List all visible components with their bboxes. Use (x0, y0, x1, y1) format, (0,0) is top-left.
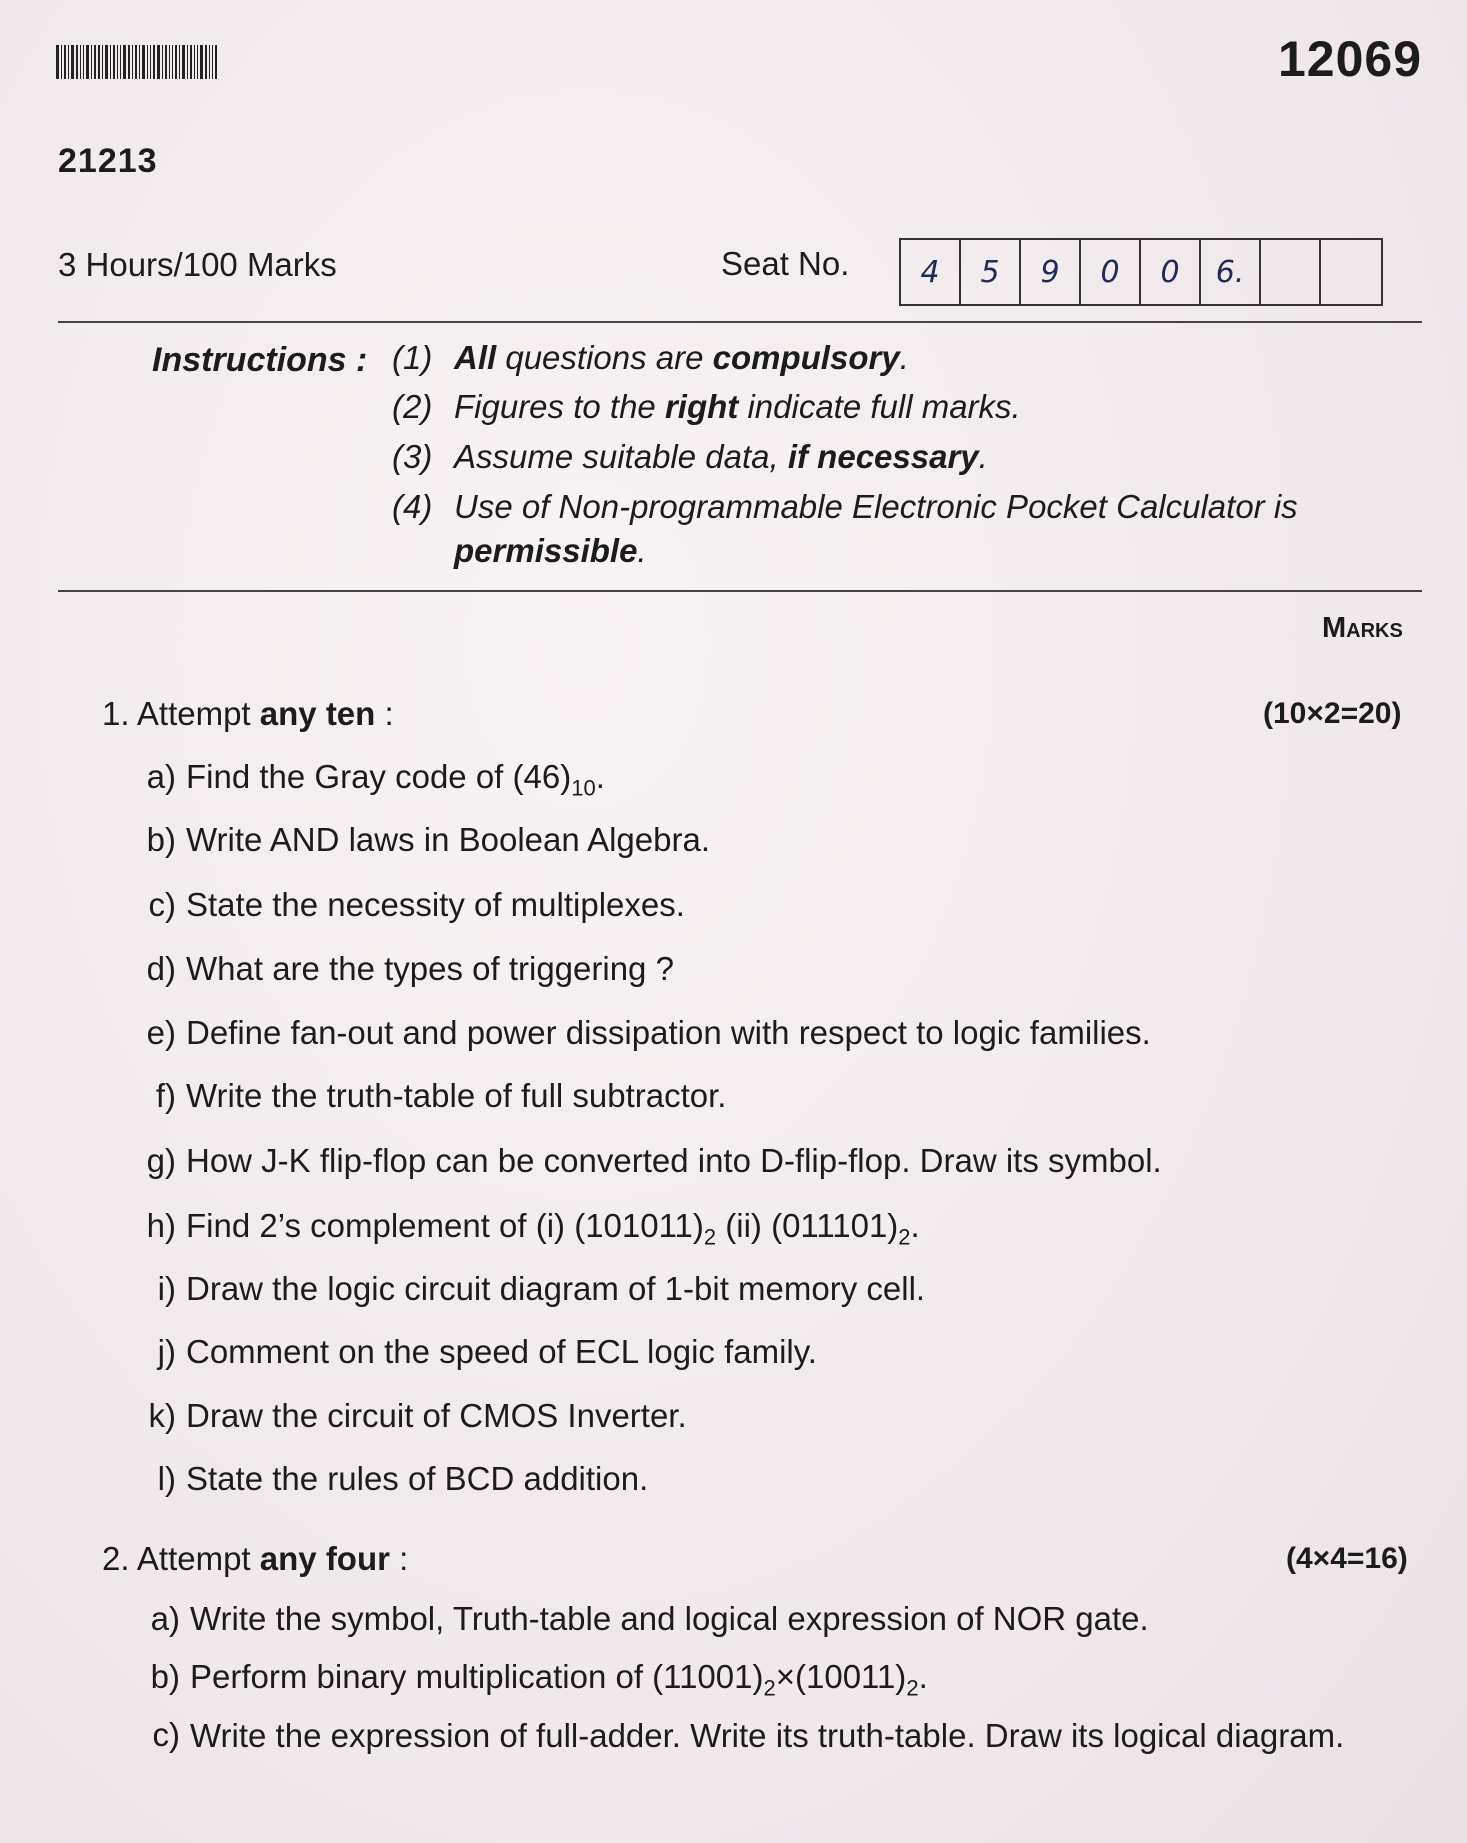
instruction-number: (2) (392, 388, 433, 425)
seat-digit: 9 (1021, 240, 1081, 304)
instruction-text: compulsory (712, 339, 900, 376)
barcode-stripe (205, 45, 207, 79)
barcode-stripe (197, 45, 198, 79)
item-text: . (918, 1658, 928, 1695)
barcode-stripe (83, 45, 84, 79)
barcode-stripe (135, 45, 137, 79)
seat-number-boxes (899, 238, 1383, 306)
instruction-text: right (664, 388, 739, 425)
question-item (128, 758, 605, 802)
item-label: b) (150, 1658, 180, 1695)
barcode-stripe (165, 45, 167, 79)
barcode-stripe (76, 45, 78, 79)
item-text: Find the Gray code of (46) (186, 758, 572, 795)
barcode-stripe (128, 45, 130, 79)
marks-heading: Marks (1322, 612, 1403, 644)
item-text: . (910, 1207, 920, 1244)
item-label: l) (157, 1460, 176, 1497)
instruction-item (392, 336, 1394, 380)
barcode-stripe (110, 45, 111, 79)
question-emphasis: any four (259, 1540, 390, 1577)
duration-marks: 3 Hours/100 Marks (58, 246, 337, 283)
seat-label: Seat No. (721, 245, 850, 282)
barcode-stripe (215, 45, 217, 79)
barcode-stripe (179, 45, 180, 79)
item-text: Write the expression of full-adder. Write its truth-table. Draw its logical diagram. (190, 1717, 1345, 1754)
item-label: g) (146, 1142, 176, 1179)
instruction-number: (3) (392, 438, 433, 475)
item-label: j) (157, 1333, 176, 1370)
subject-code: 21213 (58, 142, 158, 180)
question-2-title (102, 1540, 408, 1578)
question-item (128, 950, 674, 988)
item-label: a) (150, 1600, 180, 1637)
question-item (128, 1142, 1162, 1180)
item-label: a) (146, 758, 176, 795)
instruction-text: indicate full marks. (738, 388, 1021, 425)
instruction-text: . (899, 339, 909, 376)
instructions-heading: Instructions : (152, 341, 368, 379)
barcode-stripe (200, 45, 203, 79)
question-item (128, 886, 685, 924)
barcode-stripe (120, 45, 121, 79)
barcode-stripe (150, 45, 151, 79)
instruction-number: (4) (392, 488, 433, 525)
barcode-stripe (123, 45, 126, 79)
barcode-stripe (80, 45, 81, 79)
item-text: Write the truth-table of full subtractor. (186, 1077, 727, 1114)
barcode-stripe (157, 45, 160, 79)
question-emphasis: any ten (259, 695, 376, 732)
seat-digit (1261, 240, 1321, 304)
item-text: (ii) (011101) (716, 1207, 899, 1244)
barcode-stripe (105, 45, 108, 79)
item-text: How J-K flip-flop can be converted into D-flip-flop. Draw its symbol. (186, 1142, 1162, 1179)
item-subscript: 2 (898, 1224, 911, 1250)
seat-digit: 6. (1201, 240, 1261, 304)
item-label: i) (157, 1270, 176, 1307)
instruction-item (392, 385, 1394, 429)
item-label: b) (146, 821, 176, 858)
seat-digit: 0 (1141, 240, 1201, 304)
seat-digit: 5 (961, 240, 1021, 304)
barcode-stripe (175, 45, 177, 79)
question-item (132, 1716, 1360, 1756)
question-item (128, 1270, 925, 1308)
barcode-stripe (182, 45, 185, 79)
item-label: h) (146, 1207, 176, 1244)
question-item (128, 1207, 920, 1251)
question-number: 2. (102, 1540, 130, 1577)
seat-digit (1321, 240, 1381, 304)
barcode-stripe (190, 45, 192, 79)
instruction-item (392, 485, 1394, 573)
item-subscript: 2 (906, 1675, 919, 1701)
question-suffix: : (389, 1540, 409, 1577)
barcode-stripe (132, 45, 133, 79)
question-item (128, 1397, 687, 1435)
barcode-stripe (142, 45, 145, 79)
barcode-stripe (194, 45, 195, 79)
question-item (132, 1658, 928, 1702)
item-text: Write the symbol, Truth-table and logical expression of NOR gate. (190, 1600, 1149, 1637)
barcode-stripe (187, 45, 188, 79)
item-text: State the necessity of multiplexes. (186, 886, 685, 923)
question-item (128, 1077, 726, 1115)
item-label: k) (148, 1397, 176, 1434)
item-text: ×(10011) (775, 1658, 907, 1695)
barcode-stripe (98, 45, 100, 79)
item-text: . (595, 758, 605, 795)
seat-digit: 0 (1081, 240, 1141, 304)
instruction-number: (1) (392, 339, 433, 376)
barcode-stripe (147, 45, 148, 79)
item-subscript: 2 (703, 1224, 717, 1250)
barcode-stripe (91, 45, 92, 79)
item-label: f) (155, 1077, 176, 1114)
instruction-text: . (637, 532, 647, 569)
item-label: d) (146, 950, 176, 987)
barcode-stripe (209, 45, 210, 79)
instruction-text: Figures to the (454, 388, 665, 425)
item-text: State the rules of BCD addition. (186, 1460, 649, 1497)
instruction-text: Use of Non-programmable Electronic Pocket Calculator is (454, 488, 1298, 525)
instruction-text: permissible (454, 532, 638, 569)
question-suffix: : (375, 695, 394, 732)
question-item (132, 1600, 1149, 1638)
question-prefix: Attempt (136, 695, 260, 732)
barcode-stripe (64, 45, 66, 79)
question-prefix: Attempt (136, 1540, 260, 1577)
instruction-text: if necessary (787, 438, 979, 475)
item-text: Draw the circuit of CMOS Inverter. (186, 1397, 687, 1434)
item-text: Comment on the speed of ECL logic family. (186, 1333, 817, 1370)
barcode-stripe (102, 45, 103, 79)
seat-digit: 4 (901, 240, 961, 304)
question-1-marks: (10×2=20) (1263, 697, 1402, 730)
question-number: 1. (102, 695, 130, 732)
instruction-text: questions are (496, 339, 713, 376)
item-text: Find 2’s complement of (i) (101011) (186, 1207, 704, 1244)
instruction-item (392, 435, 1394, 479)
item-label: c) (148, 886, 176, 923)
barcode-stripe (113, 45, 115, 79)
item-text: Draw the logic circuit diagram of 1-bit memory cell. (186, 1270, 926, 1307)
instruction-text: All (454, 339, 497, 376)
question-1-title (102, 695, 394, 733)
question-2-marks: (4×4=16) (1286, 1542, 1408, 1575)
barcode-stripe (61, 45, 62, 79)
item-text: Define fan-out and power dissipation with respect to logic families. (186, 1014, 1151, 1051)
divider-bottom (58, 590, 1422, 592)
barcode-stripe (169, 45, 170, 79)
barcode (56, 45, 219, 79)
question-item (128, 1460, 648, 1498)
divider-top (58, 321, 1422, 323)
item-label: c) (152, 1716, 180, 1753)
barcode-stripe (162, 45, 163, 79)
barcode-stripe (212, 45, 213, 79)
barcode-stripe (172, 45, 173, 79)
barcode-stripe (71, 45, 74, 79)
item-text: Write AND laws in Boolean Algebra. (186, 821, 710, 858)
question-item (128, 1014, 1151, 1052)
barcode-stripe (86, 45, 89, 79)
item-label: e) (146, 1014, 176, 1051)
paper-number: 12069 (1278, 31, 1423, 87)
barcode-stripe (117, 45, 118, 79)
instruction-text: Assume suitable data, (454, 438, 788, 475)
barcode-stripe (94, 45, 96, 79)
barcode-stripe (56, 45, 59, 79)
item-subscript: 10 (571, 775, 596, 801)
item-text: What are the types of triggering ? (186, 950, 674, 987)
barcode-stripe (139, 45, 140, 79)
question-item (128, 1333, 817, 1371)
instruction-text: . (978, 438, 988, 475)
barcode-stripe (68, 45, 69, 79)
question-item (128, 821, 710, 859)
barcode-stripe (153, 45, 155, 79)
item-subscript: 2 (763, 1675, 776, 1701)
item-text: Perform binary multiplication of (11001) (190, 1658, 764, 1695)
